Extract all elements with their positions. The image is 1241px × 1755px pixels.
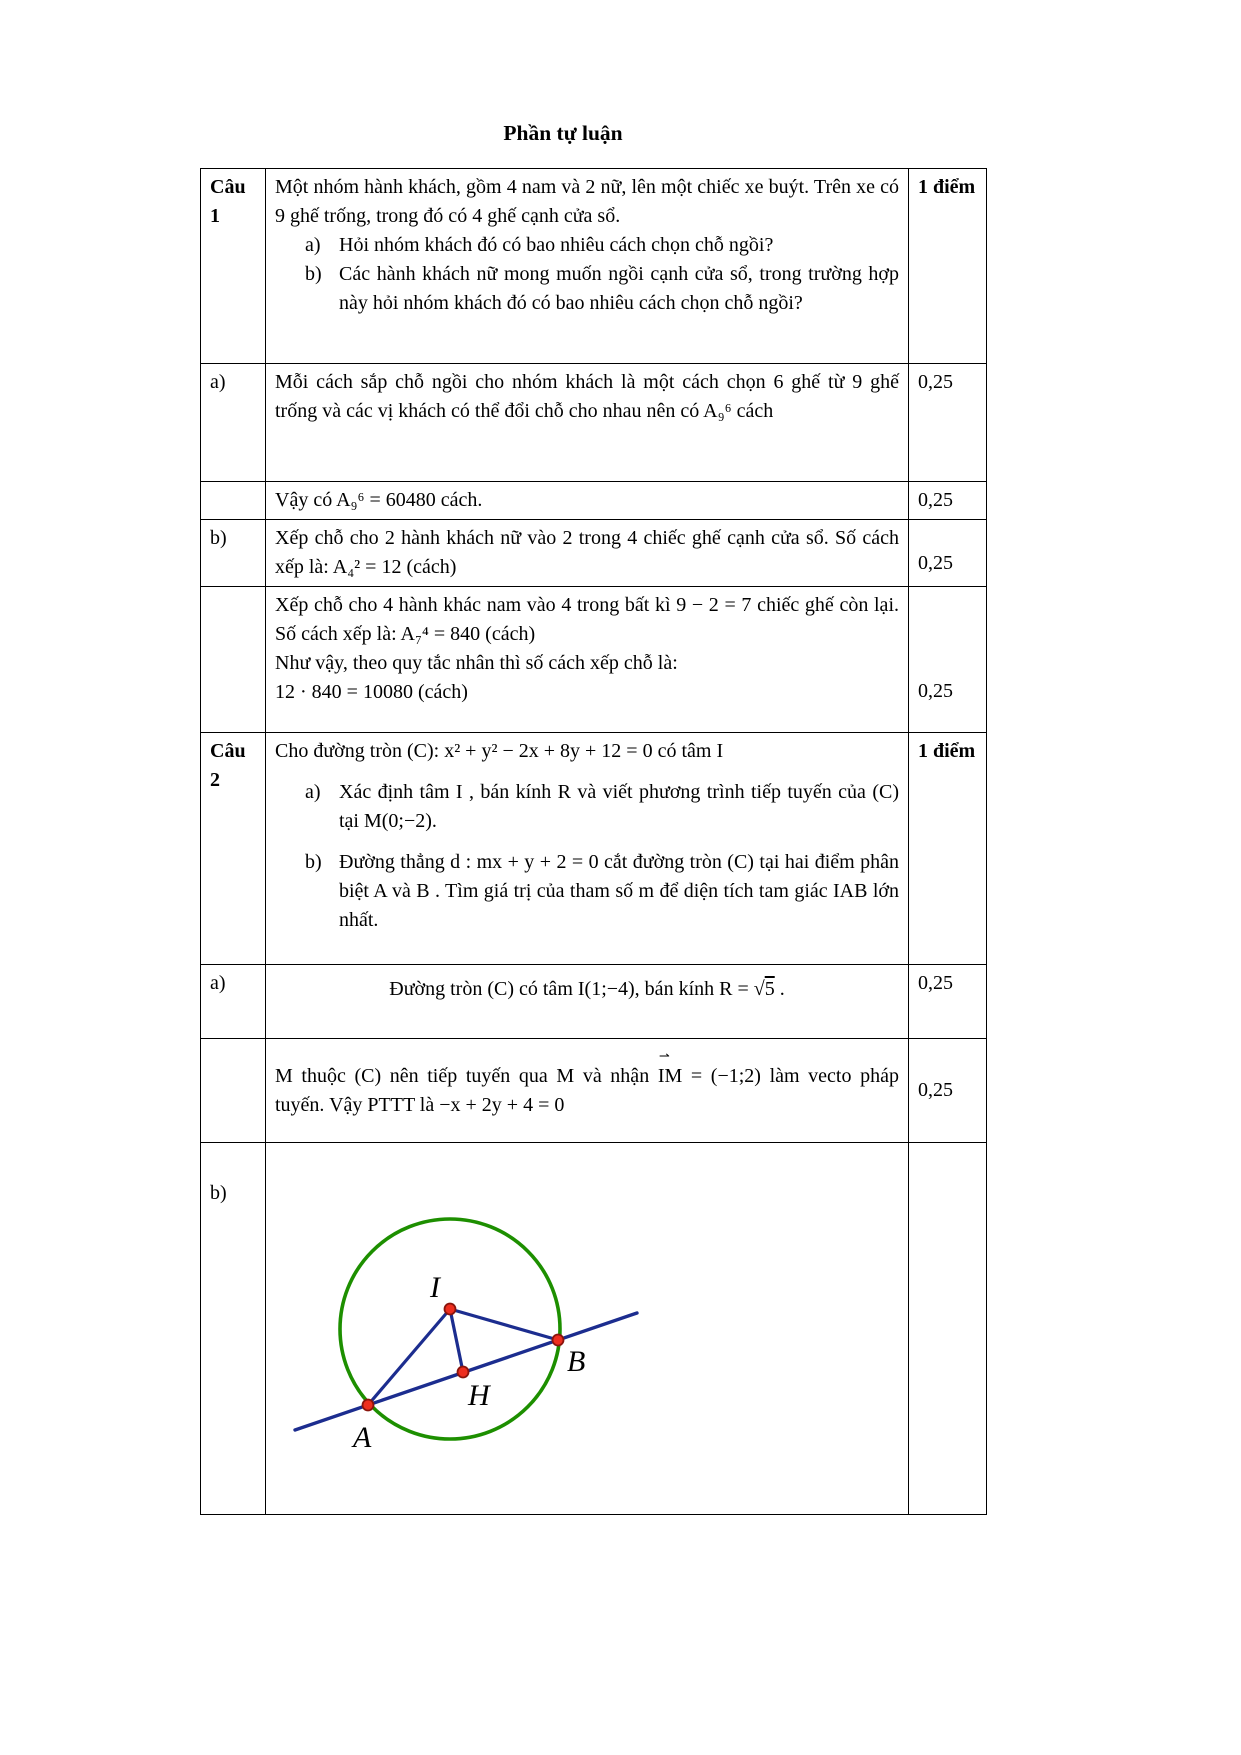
q2-item-a-marker: a) <box>305 781 321 803</box>
q1-item-b <box>305 260 899 318</box>
q1-item-b-text: Các hành khách nữ mong muốn ngồi cạnh cửa sổ, trong trường hợp này hỏi nhóm khách đó có bao nhiêu cách chọn chỗ ngồi? <box>339 263 899 314</box>
q1-item-a <box>305 231 899 260</box>
q2-item-b <box>305 848 899 935</box>
cell-q1-number: Câu 1 <box>201 169 266 364</box>
cell-q1a1-points: 0,25 <box>909 364 987 482</box>
cell-q2a2-content <box>266 1039 909 1143</box>
q1-item-a-marker: a) <box>305 234 321 256</box>
segment-IB <box>450 1309 558 1340</box>
page-title: Phần tự luận <box>503 121 623 145</box>
cell-q2a2-label <box>201 1039 266 1143</box>
segment-IH <box>450 1309 463 1372</box>
vector-arrow-icon: ⇀ <box>658 1047 669 1063</box>
q1-item-a-text: Hỏi nhóm khách đó có bao nhiêu cách chọn chỗ ngồi? <box>339 234 774 256</box>
row-q2a-step2 <box>201 1039 987 1143</box>
cell-q1b1-label: b) <box>201 520 266 587</box>
q1b2-line2: Như vậy, theo quy tắc nhân thì số cách xếp chỗ là: <box>275 652 678 674</box>
circle-figure-svg <box>275 1149 915 1501</box>
point-B <box>553 1335 564 1346</box>
cell-q2-number: Câu 2 <box>201 733 266 965</box>
q2-item-a-text: Xác định tâm I , bán kính R và viết phương trình tiếp tuyến của (C) tại M(0;−2). <box>339 781 899 832</box>
row-q1b-step2 <box>201 587 987 733</box>
cell-q2a1-label: a) <box>201 965 266 1039</box>
label-H: H <box>468 1379 490 1412</box>
cell-q2b-content <box>266 1143 909 1515</box>
cell-q2-points: 1 điểm <box>909 733 987 965</box>
cell-q2-statement <box>266 733 909 965</box>
point-A <box>363 1400 374 1411</box>
geometry-figure <box>275 1149 899 1510</box>
cell-q1a1-label: a) <box>201 364 266 482</box>
q1a2-text: Vậy có A₉⁶ = 60480 cách. <box>275 489 483 511</box>
cell-q2a2-points: 0,25 <box>909 1039 987 1143</box>
q2a1-text-pre: Đường tròn (C) có tâm I(1;−4), bán kính R = <box>389 978 754 1000</box>
q2a2-text-post: = (−1;2) làm vecto pháp tuyến. Vậy PTTT là −x + 2y + 4 = 0 <box>275 1064 899 1116</box>
row-q2a-step1 <box>201 965 987 1039</box>
q1b1-text: Xếp chỗ cho 2 hành khách nữ vào 2 trong 4 chiếc ghế cạnh cửa sổ. Số cách xếp là: A₄² = 12 (cách) <box>275 527 899 578</box>
point-I <box>445 1304 456 1315</box>
label-B: B <box>567 1345 586 1378</box>
solution-table <box>200 168 987 1515</box>
cell-q2b-label: b) <box>201 1143 266 1515</box>
q2-item-a <box>305 778 899 836</box>
cell-q1a2-points: 0,25 <box>909 482 987 520</box>
cell-q1b1-content <box>266 520 909 587</box>
point-H <box>458 1367 469 1378</box>
q1b2-line3: 12 · 840 = 10080 (cách) <box>275 681 468 703</box>
label-I: I <box>430 1271 440 1304</box>
q2-item-b-text: Đường thẳng d : mx + y + 2 = 0 cắt đường tròn (C) tại hai điểm phân biệt A và B . Tìm giá trị của tham số m để diện tích tam giác IAB lớn nhất. <box>339 851 899 931</box>
q1-intro: Một nhóm hành khách, gồm 4 nam và 2 nữ, lên một chiếc xe buýt. Trên xe có 9 ghế trống, trong đó có 4 ghế cạnh cửa sổ. <box>275 176 899 227</box>
row-q1a-step1 <box>201 364 987 482</box>
cell-q1a1-content <box>266 364 909 482</box>
label-A: A <box>353 1421 372 1454</box>
cell-q2a1-points: 0,25 <box>909 965 987 1039</box>
cell-q1a2-label <box>201 482 266 520</box>
vector-IM <box>657 1047 683 1091</box>
sqrt-sign: √ <box>753 978 765 1000</box>
q2-intro: Cho đường tròn (C): x² + y² − 2x + 8y + 12 = 0 có tâm I <box>275 740 724 762</box>
row-q2b-figure <box>201 1143 987 1515</box>
cell-q1b2-content <box>266 587 909 733</box>
cell-q1b2-points: 0,25 <box>909 587 987 733</box>
q2a1-text-post: . <box>774 978 785 1000</box>
row-q1b-step1 <box>201 520 987 587</box>
q2-item-b-marker: b) <box>305 851 322 873</box>
q1b2-line1: Xếp chỗ cho 4 hành khác nam vào 4 trong bất kì 9 − 2 = 7 chiếc ghế còn lại. Số cách xếp là: A₇⁴ = 840 (cách) <box>275 594 899 645</box>
row-q1a-step2 <box>201 482 987 520</box>
q1-item-b-marker: b) <box>305 263 322 285</box>
cell-q1-points: 1 điểm <box>909 169 987 364</box>
q2a2-text <box>275 1047 899 1120</box>
cell-q1b2-label <box>201 587 266 733</box>
row-question-2 <box>201 733 987 965</box>
cell-q1b1-points: 0,25 <box>909 520 987 587</box>
sqrt-radicand: 5 <box>764 978 775 1000</box>
cell-q1-statement <box>266 169 909 364</box>
q1a1-text: Mỗi cách sắp chỗ ngồi cho nhóm khách là một cách chọn 6 ghế từ 9 ghế trống và các vị khách có thể đổi chỗ cho nhau nên có A₉⁶ cách <box>275 371 899 422</box>
q2a2-text-pre: M thuộc (C) nên tiếp tuyến qua M và nhận <box>275 1064 658 1087</box>
q2a1-text <box>275 975 899 1004</box>
cell-q1a2-content <box>266 482 909 520</box>
cell-q2a1-content <box>266 965 909 1039</box>
vector-IM-text: IM <box>657 1064 683 1087</box>
row-question-1 <box>201 169 987 364</box>
cell-q2b-points <box>909 1143 987 1515</box>
